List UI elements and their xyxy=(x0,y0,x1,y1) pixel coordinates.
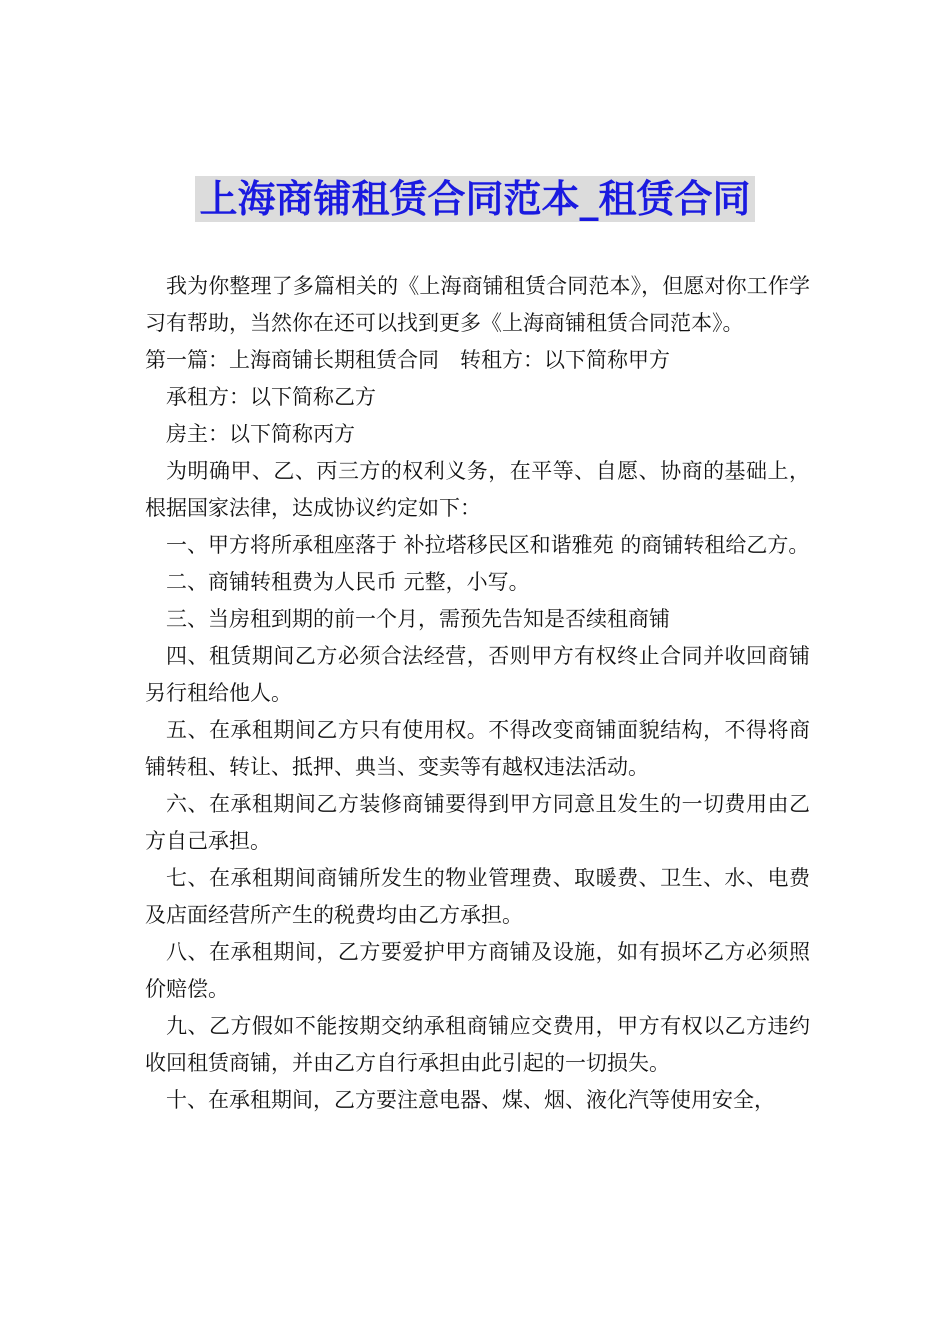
clause-7: 七、在承租期间商铺所发生的物业管理费、取暖费、卫生、水、电费及店面经营所产生的税费均由乙方承担。 xyxy=(145,866,810,927)
clause-5: 五、在承租期间乙方只有使用权。不得改变商铺面貌结构，不得将商铺转租、转让、抵押、典当、变卖等有越权违法活动。 xyxy=(145,718,810,779)
paragraph-intro: 我为你整理了多篇相关的《上海商铺租赁合同范本》，但愿对你工作学习有帮助，当然你在还可以找到更多《上海商铺租赁合同范本》。 xyxy=(145,274,810,335)
paragraph-purpose: 为明确甲、乙、丙三方的权利义务，在平等、自愿、协商的基础上，根据国家法律，达成协议约定如下： xyxy=(145,459,810,520)
clause-1: 一、甲方将所承租座落于 补拉塔移民区和谐雅苑 的商铺转租给乙方。 xyxy=(166,533,810,557)
clause-10: 十、在承租期间，乙方要注意电器、煤、烟、液化汽等使用安全， xyxy=(166,1088,775,1112)
clause-3: 三、当房租到期的前一个月，需预先告知是否续租商铺 xyxy=(166,607,670,631)
paragraph-chapter-one: 第一篇：上海商铺长期租赁合同 转租方：以下简称甲方 xyxy=(145,348,670,372)
paragraph-landlord: 房主：以下简称丙方 xyxy=(166,422,355,446)
document-body xyxy=(145,268,810,1119)
clause-6: 六、在承租期间乙方装修商铺要得到甲方同意且发生的一切费用由乙方自己承担。 xyxy=(145,792,810,853)
clause-8: 八、在承租期间，乙方要爱护甲方商铺及设施，如有损坏乙方必须照价赔偿。 xyxy=(145,940,810,1001)
clause-4: 四、租赁期间乙方必须合法经营，否则甲方有权终止合同并收回商铺另行租给他人。 xyxy=(145,644,810,705)
paragraph-lessee: 承租方：以下简称乙方 xyxy=(166,385,376,409)
clause-9: 九、乙方假如不能按期交纳承租商铺应交费用，甲方有权以乙方违约收回租赁商铺，并由乙方自行承担由此引起的一切损失。 xyxy=(145,1014,810,1075)
clause-2: 二、商铺转租费为人民币 元整，小写。 xyxy=(166,570,530,594)
title-container xyxy=(0,176,950,222)
document-title: 上海商铺租赁合同范本_租赁合同 xyxy=(195,176,754,222)
